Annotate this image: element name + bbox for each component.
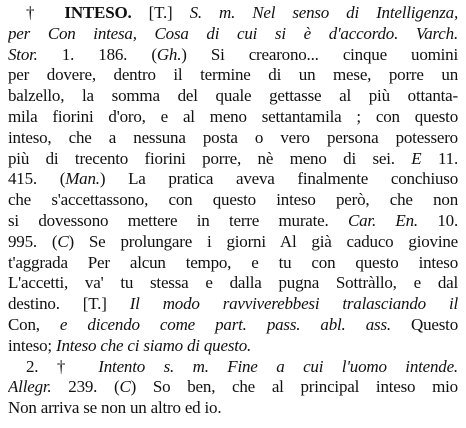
italic-run: Gh. xyxy=(156,44,182,64)
text-run: inteso, che a nessuna posta o vero persona potessero xyxy=(8,127,458,147)
text-run: inteso; xyxy=(8,335,56,355)
italic-run: Car. En. xyxy=(347,210,418,230)
italic-run: Stor. xyxy=(8,44,38,64)
text-run: mila fiorini d'oro, e al meno settantamila ; con questo xyxy=(8,106,458,126)
text-line xyxy=(8,149,458,170)
text-run: destino. [T.] xyxy=(8,294,130,314)
text-line xyxy=(8,294,458,315)
text-run: L'accetti, va' tu stessa e dalla pugna Sottràllo, e dal xyxy=(8,273,458,293)
text-line xyxy=(8,190,458,211)
text-run: 415. ( xyxy=(8,169,66,189)
text-line xyxy=(8,232,458,253)
italic-run: e dicendo come part. pass. abl. ass. xyxy=(59,314,391,334)
italic-run: C xyxy=(57,231,69,251)
text-line xyxy=(8,315,458,336)
text-line xyxy=(8,169,458,190)
text-run: † xyxy=(26,3,65,22)
text-run: [T.] xyxy=(131,3,190,22)
text-run: 2. † xyxy=(26,356,99,376)
text-line xyxy=(8,24,458,45)
text-line xyxy=(8,128,458,149)
italic-run: E xyxy=(411,148,422,168)
text-run: Questo xyxy=(390,314,458,334)
italic-run: Intento s. m. Fine a cui l'uomo intende. xyxy=(98,356,458,376)
text-run: per dovere, dentro il termine di un mese, porre un xyxy=(8,65,458,85)
text-run: che s'accettassono, con questo inteso però, che non xyxy=(8,190,458,210)
text-run: più di trecento fiorini porre, nè meno di sei. xyxy=(8,148,412,168)
dictionary-entry-inteso xyxy=(8,3,458,419)
text-line xyxy=(8,86,458,107)
italic-run: S. m. Nel senso di Intelligenza, xyxy=(189,3,458,22)
text-run: 10. xyxy=(417,210,458,230)
text-run: si dovessono mettere in terre murate. xyxy=(8,210,348,230)
text-line xyxy=(8,273,458,294)
text-line xyxy=(8,398,458,419)
text-line xyxy=(8,253,458,274)
text-line xyxy=(8,357,458,378)
text-line xyxy=(8,3,458,24)
text-line xyxy=(8,336,458,357)
text-line xyxy=(8,377,458,398)
italic-run: C xyxy=(119,377,131,397)
text-run: 239. ( xyxy=(51,377,120,397)
text-line xyxy=(8,107,458,128)
text-run: ) So ben, che al principal inteso mio xyxy=(130,377,458,397)
text-run: 1. 186. ( xyxy=(37,44,157,64)
text-run: 11. xyxy=(421,148,458,168)
italic-run: Il modo ravviverebbesi tralasciando il xyxy=(129,294,458,314)
headword: INTESO. xyxy=(64,3,132,22)
text-run: 995. ( xyxy=(8,231,58,251)
text-line xyxy=(8,45,458,66)
italic-run: Allegr. xyxy=(8,377,52,397)
italic-run: per Con intesa, Cosa di cui si è d'accordo. Varch. xyxy=(8,23,458,43)
text-run: Con, xyxy=(8,314,60,334)
text-run: balzello, la somma del quale gettasse al più ottanta- xyxy=(8,86,458,106)
text-run: t'aggrada Per alcun tempo, e tu con questo inteso xyxy=(8,252,458,272)
italic-run: Man. xyxy=(65,169,100,189)
text-line xyxy=(8,211,458,232)
text-run: ) Se prolungare i giorni Al già caduco giovine xyxy=(68,231,458,251)
text-run: ) Si crearono... cinque uomini xyxy=(181,44,458,64)
text-run: ) La pratica aveva finalmente conchiuso xyxy=(99,169,458,189)
text-run: Non arriva se non un altro ed io. xyxy=(8,398,222,418)
italic-run: Inteso che ci siamo di questo. xyxy=(55,335,252,355)
text-line xyxy=(8,65,458,86)
